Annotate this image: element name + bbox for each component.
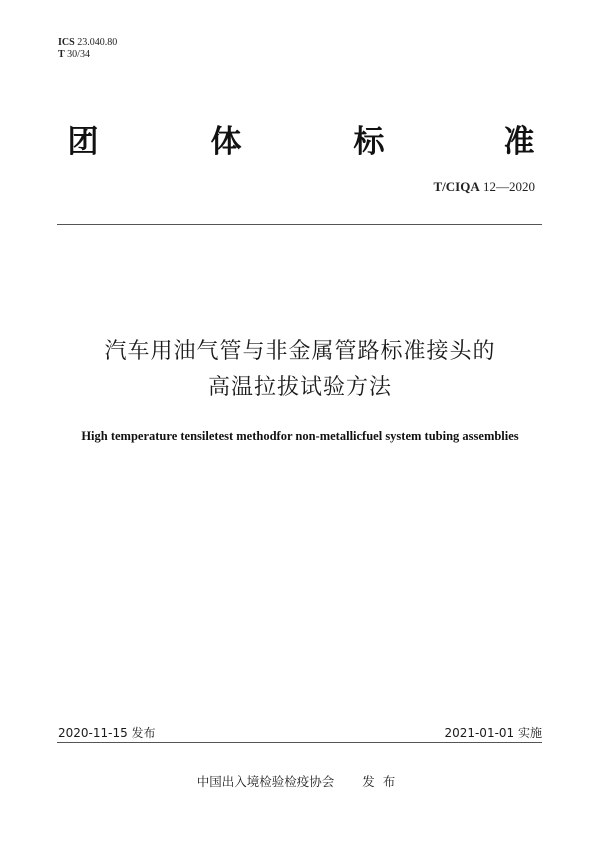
class-code-line — [58, 49, 117, 61]
ics-code: 23.040.80 — [77, 37, 118, 48]
standard-type-char: 体 — [210, 124, 242, 160]
classification-codes — [58, 37, 117, 61]
standard-type-heading — [66, 122, 536, 162]
ics-label: ICS — [58, 37, 75, 48]
standard-type-char: 团 — [67, 124, 99, 160]
ics-code-line — [58, 37, 117, 49]
class-code: 30/34 — [67, 49, 90, 60]
implementation-date: 2021-01-01 实施 — [444, 726, 542, 740]
standard-type-char: 准 — [503, 124, 535, 160]
chinese-title-line-1: 汽车用油气管与非金属管路标准接头的 — [104, 339, 496, 364]
class-label: T — [58, 49, 65, 60]
publisher-name: 中国出入境检验检疫协会 — [196, 774, 335, 789]
standard-number — [434, 179, 535, 195]
english-title: High temperature tensiletest methodfor non-metallicfuel system tubing assemblies — [81, 429, 519, 443]
publisher-line — [0, 772, 600, 790]
standard-type-char: 标 — [353, 124, 385, 160]
standard-number-value: 12—2020 — [483, 179, 535, 194]
standard-number-prefix: T/CIQA — [433, 179, 480, 194]
chinese-title-line-2: 高温拉拔试验方法 — [207, 375, 392, 400]
issue-date: 2020-11-15 发布 — [58, 726, 156, 740]
top-divider — [57, 224, 542, 225]
bottom-divider — [57, 742, 542, 743]
publisher-verb: 发布 — [362, 774, 404, 789]
